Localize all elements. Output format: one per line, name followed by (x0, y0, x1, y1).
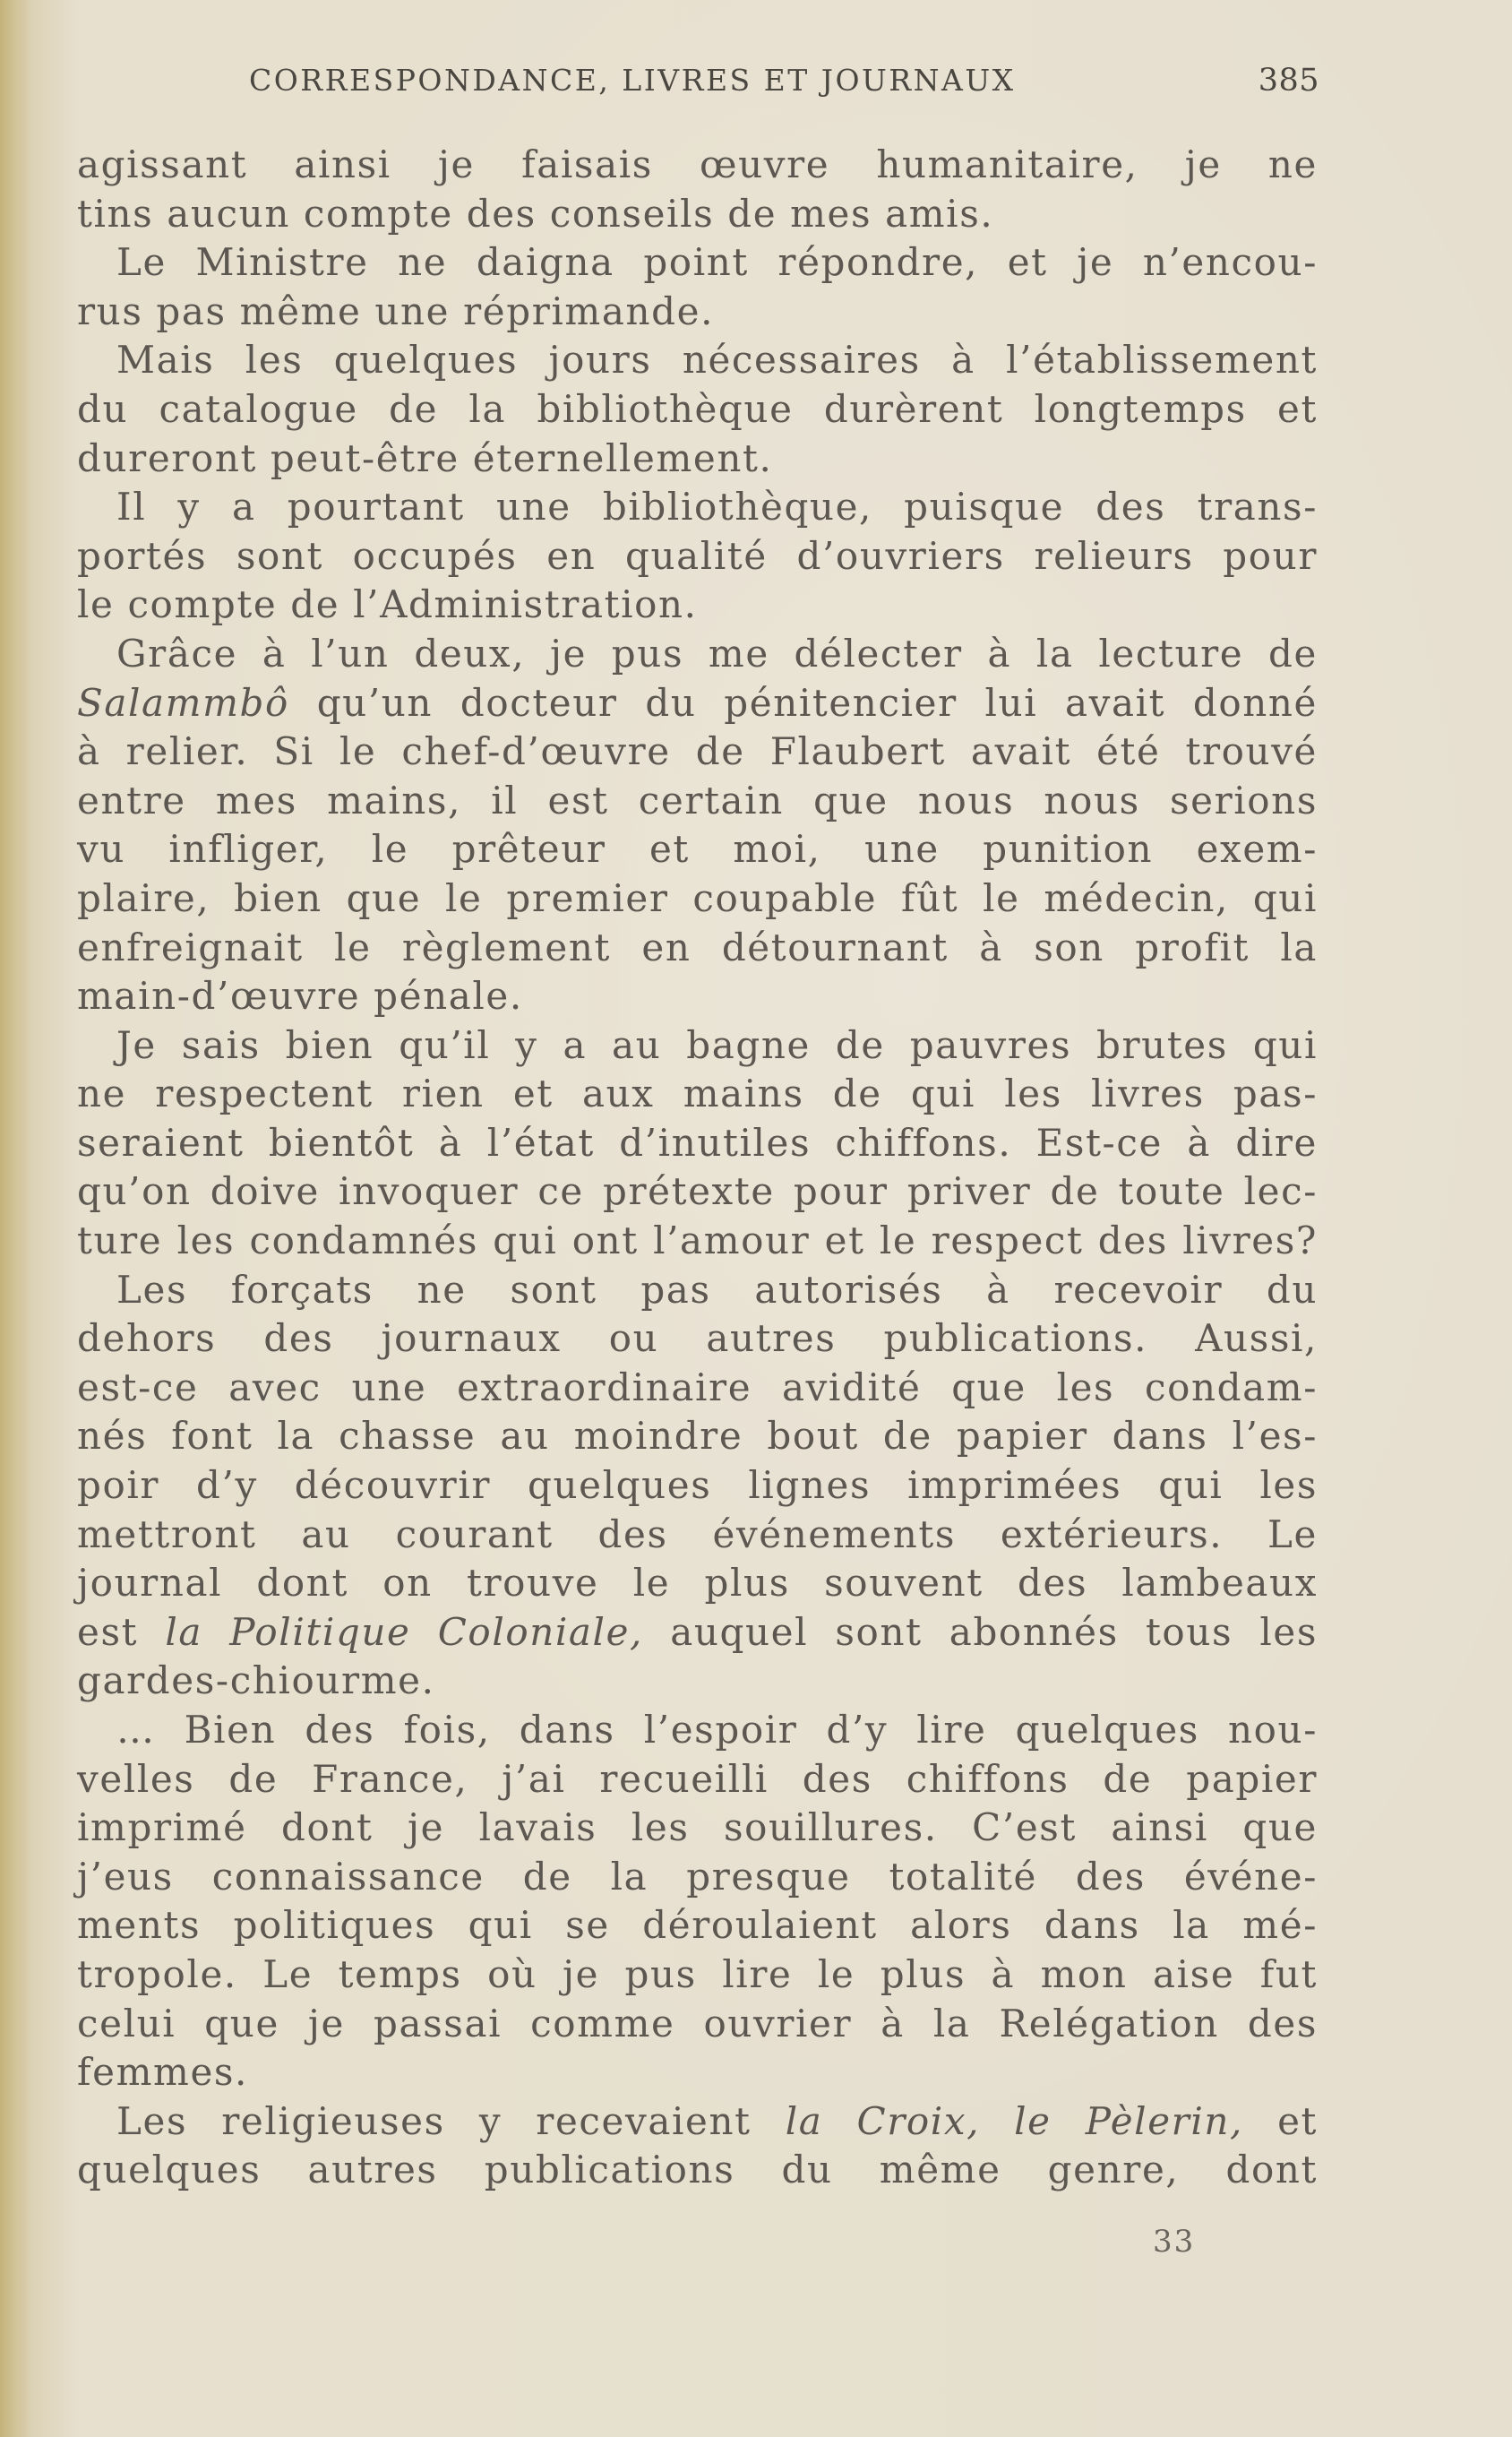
journal-title-politique-coloniale: la Politique Coloniale, (165, 1609, 643, 1654)
text-line: rus pas même une réprimande. (77, 288, 715, 333)
page-gutter-stain (0, 0, 30, 2437)
text-line: du catalogue de la bibliothèque durèrent longtemps et (77, 386, 1318, 431)
text-line: mettront au courant des événements extérieurs. Le (77, 1511, 1318, 1556)
text-line: celui que je passai comme ouvrier à la Relégation des (77, 2001, 1318, 2045)
text-line (77, 1608, 1318, 1658)
page-number: 385 (1258, 63, 1319, 99)
text-line: vu infliger, le prêteur et moi, une punition exem- (77, 827, 1318, 872)
text-fragment: Les religieuses y recevaient (116, 2098, 752, 2143)
text-line: seraient bientôt à l’état d’inutiles chiffons. Est-ce à dire (77, 1120, 1318, 1165)
book-title-salammbo: Salammbô (77, 680, 289, 725)
text-line: qu’on doive invoquer ce prétexte pour priver de toute lec- (77, 1169, 1318, 1214)
text-line: quelques autres publications du même genre, dont (77, 2148, 1318, 2192)
text-line: dehors des journaux ou autres publications. Aussi, (77, 1316, 1318, 1361)
text-line: est-ce avec une extraordinaire avidité que les condam- (77, 1365, 1318, 1409)
text-line: Le Ministre ne daigna point répondre, et je n’encou- (116, 240, 1318, 285)
journal-titles-croix-pelerin: la Croix, le Pèlerin, (785, 2098, 1243, 2143)
text-line: Grâce à l’un deux, je pus me délecter à la lecture de (116, 631, 1318, 676)
text-line: dureront peut-être éternellement. (77, 435, 773, 480)
text-line: enfreignait le règlement en détournant à son profit la (77, 925, 1318, 969)
text-line: le compte de l’Administration. (77, 582, 698, 627)
text-line: ments politiques qui se déroulaient alors dans la mé- (77, 1903, 1318, 1948)
signature-mark: 33 (1153, 2224, 1196, 2260)
text-fragment: est (77, 1609, 139, 1654)
text-line: agissant ainsi je faisais œuvre humanitaire, je ne (77, 142, 1318, 186)
text-line: femmes. (77, 2050, 249, 2095)
text-line (77, 2097, 1318, 2147)
text-line: plaire, bien que le premier coupable fût le médecin, qui (77, 875, 1318, 920)
text-line: nés font la chasse au moindre bout de papier dans l’es- (77, 1414, 1318, 1459)
text-line: … Bien des fois, dans l’espoir d’y lire quelques nou- (116, 1708, 1318, 1752)
text-fragment: qu’un docteur du pénitencier lui avait donné (316, 680, 1318, 725)
text-fragment: et (1277, 2098, 1319, 2143)
text-line: journal dont on trouve le plus souvent des lambeaux (77, 1561, 1318, 1606)
text-line: ne respectent rien et aux mains de qui les livres pas- (77, 1072, 1318, 1116)
text-line: Je sais bien qu’il y a au bagne de pauvres brutes qui (116, 1022, 1318, 1067)
text-line: Il y a pourtant une bibliothèque, puisque des trans- (116, 485, 1318, 530)
text-fragment: auquel sont abonnés tous les (670, 1609, 1319, 1654)
text-line (77, 679, 1318, 728)
text-line: poir d’y découvrir quelques lignes imprimées qui les (77, 1463, 1318, 1508)
text-line: tropole. Le temps où je pus lire le plus à mon aise fut (77, 1951, 1318, 1996)
text-line: ture les condamnés qui ont l’amour et le respect des livres? (77, 1218, 1318, 1263)
text-line: velles de France, j’ai recueilli des chiffons de papier (77, 1756, 1318, 1801)
body-text (77, 141, 1318, 2195)
text-line: main-d’œuvre pénale. (77, 974, 523, 1019)
text-line: j’eus connaissance de la presque totalité des événe- (77, 1854, 1318, 1899)
text-line: portés sont occupés en qualité d’ouvriers relieurs pour (77, 533, 1318, 578)
text-line: tins aucun compte des conseils de mes amis. (77, 191, 994, 236)
text-line: Mais les quelques jours nécessaires à l’établissement (116, 338, 1318, 383)
text-line: imprimé dont je lavais les souillures. C’est ainsi que (77, 1805, 1318, 1850)
text-line: Les forçats ne sont pas autorisés à recevoir du (116, 1267, 1318, 1312)
text-line: entre mes mains, il est certain que nous nous serions (77, 778, 1318, 822)
text-line: à relier. Si le chef-d’œuvre de Flaubert avait été trouvé (77, 729, 1318, 774)
running-title: CORRESPONDANCE, LIVRES ET JOURNAUX (249, 63, 1016, 98)
text-line: gardes-chiourme. (77, 1658, 435, 1703)
